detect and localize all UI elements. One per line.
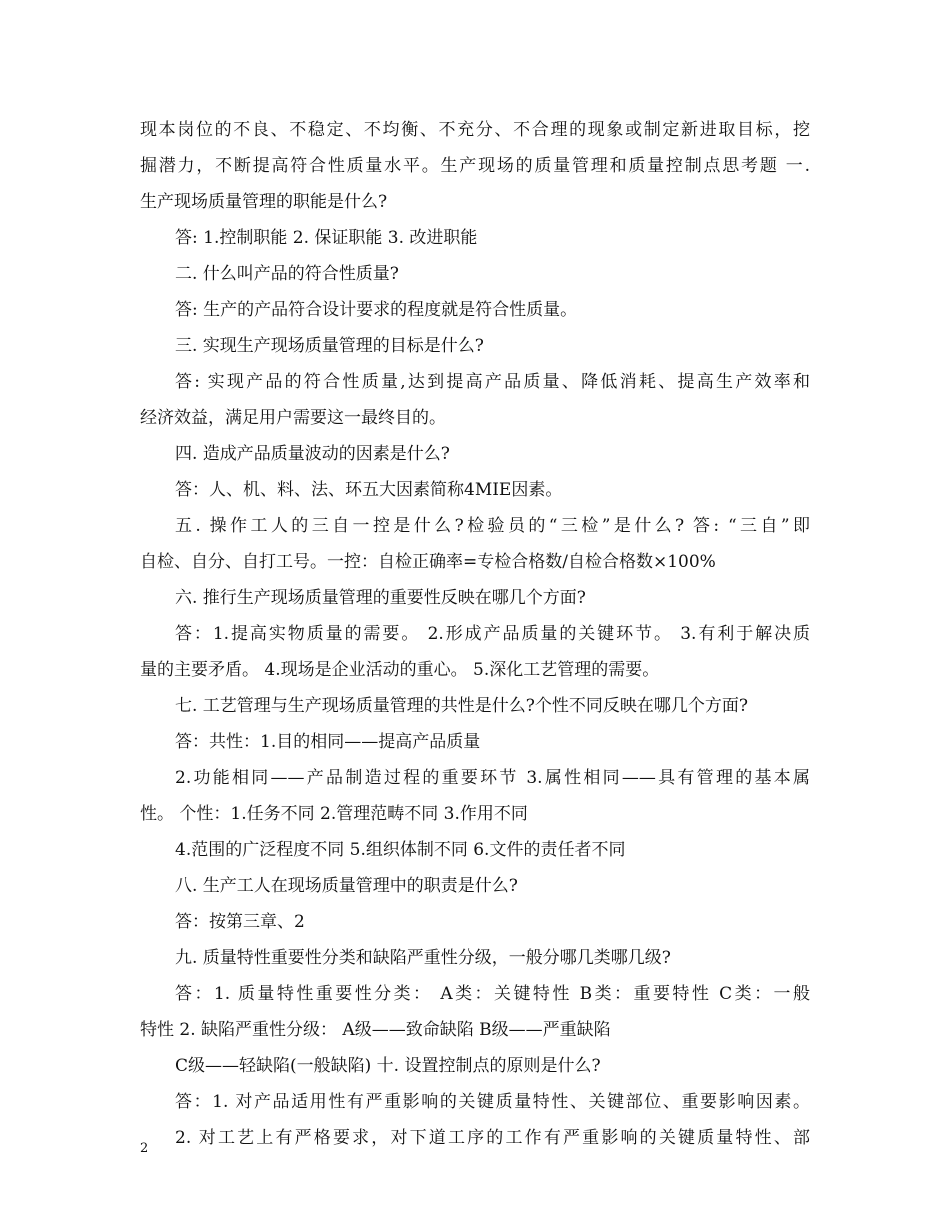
question-4: 四. 造成产品质量波动的因素是什么?	[175, 444, 450, 464]
answer-line-9a: 答：1. 质量特性重要性分类： A类：关键特性 B类：重要特性 C类：一般	[175, 984, 810, 1004]
answer-line-1: 答: 1.控制职能 2. 保证职能 3. 改进职能	[175, 228, 478, 248]
answer-line-2: 答: 生产的产品符合设计要求的程度就是符合性质量。	[175, 300, 578, 320]
answer-line-6b: 量的主要矛盾。 4.现场是企业活动的重心。 5.深化工艺管理的需要。	[140, 660, 660, 680]
answer-line-9b: 特性 2. 缺陷严重性分级： A级——致命缺陷 B级——严重缺陷	[140, 1020, 611, 1040]
answer-line-7c: 性。 个性：1.任务不同 2.管理范畴不同 3.作用不同	[140, 804, 528, 824]
text-line-2: 掘潜力，不断提高符合性质量水平。生产现场的质量管理和质量控制点思考题 一.	[140, 156, 810, 176]
answer-line-10a: 答：1. 对产品适用性有严重影响的关键质量特性、关键部位、重要影响因素。	[175, 1092, 810, 1112]
text-line-3: 生产现场质量管理的职能是什么?	[140, 192, 388, 212]
answer-line-4: 答：人、机、料、法、环五大因素简称4MIE因素。	[175, 480, 563, 500]
answer-line-7a: 答：共性：1.目的相同——提高产品质量	[175, 732, 481, 752]
answer-line-3a: 答: 实现产品的符合性质量,达到提高产品质量、降低消耗、提高生产效率和	[175, 372, 810, 392]
question-9: 九. 质量特性重要性分类和缺陷严重性分级，一般分哪几类哪几级?	[175, 948, 671, 968]
answer-line-7d: 4.范围的广泛程度不同 5.组织体制不同 6.文件的责任者不同	[175, 840, 626, 860]
question-2: 二. 什么叫产品的符合性质量?	[175, 264, 399, 284]
question-3: 三. 实现生产现场质量管理的目标是什么?	[175, 336, 484, 356]
answer-line-8: 答：按第三章、2	[175, 912, 305, 932]
answer-line-6a: 答：1.提高实物质量的需要。 2.形成产品质量的关键环节。 3.有利于解决质	[175, 624, 810, 644]
answer-line-3b: 经济效益，满足用户需要这一最终目的。	[140, 408, 446, 428]
question-7: 七. 工艺管理与生产现场质量管理的共性是什么?个性不同反映在哪几个方面?	[175, 696, 749, 716]
answer-line-7b: 2.功能相同——产品制造过程的重要环节 3.属性相同——具有管理的基本属	[175, 768, 810, 788]
question-6: 六. 推行生产现场质量管理的重要性反映在哪几个方面?	[175, 588, 586, 608]
page-number: 2	[140, 1141, 149, 1156]
question-8: 八. 生产工人在现场质量管理中的职责是什么?	[175, 876, 518, 896]
answer-line-10b: 2. 对工艺上有严格要求，对下道工序的工作有严重影响的关键质量特性、部	[175, 1128, 810, 1148]
answer-line-5: 自检、自分、自打工号。一控：自检正确率=专检合格数/自检合格数×100%	[140, 552, 716, 572]
text-line-1: 现本岗位的不良、不稳定、不均衡、不充分、不合理的现象或制定新进取目标，挖	[140, 120, 810, 140]
answer-line-9c: C级——轻缺陷(一般缺陷) 十. 设置控制点的原则是什么?	[175, 1056, 601, 1076]
question-5: 五. 操作工人的三自一控是什么?检验员的“三检”是什么? 答: “三自”即	[175, 516, 810, 536]
